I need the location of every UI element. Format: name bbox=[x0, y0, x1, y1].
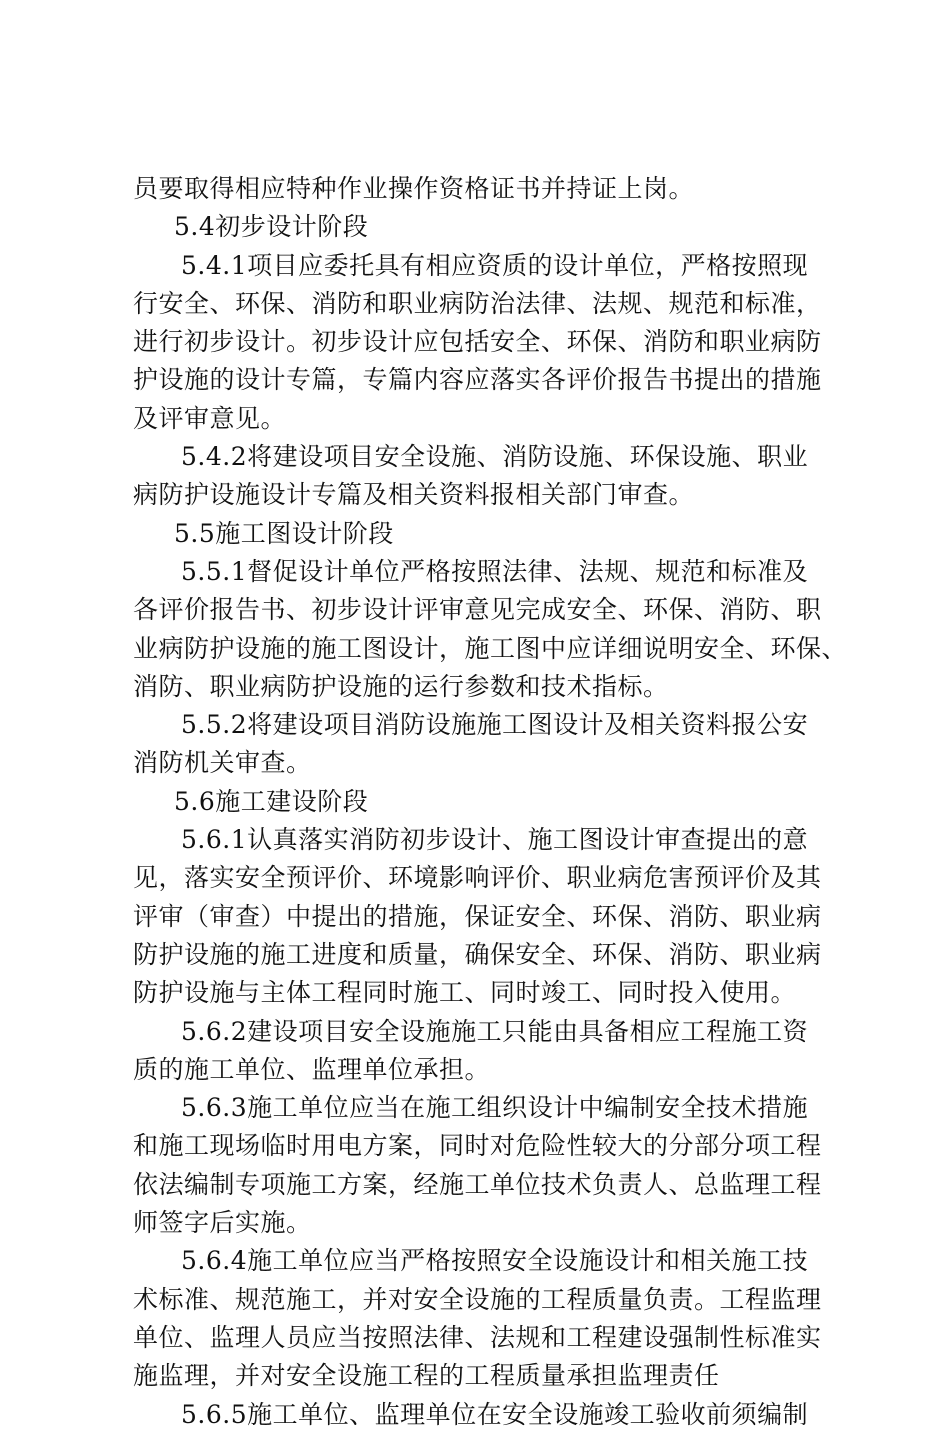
text-line: 消防、职业病防护设施的运行参数和技术指标。 bbox=[133, 671, 669, 701]
text-line: 和施工现场临时用电方案，同时对危险性较大的分部分项工程 bbox=[133, 1131, 822, 1161]
text-line: 员要取得相应特种作业操作资格证书并持证上岗。 bbox=[133, 174, 695, 203]
text-line: 进行初步设计。初步设计应包括安全、环保、消防和职业病防 bbox=[133, 327, 822, 357]
text-line: 5.5.1督促设计单位严格按照法律、法规、规范和标准及 bbox=[181, 556, 809, 586]
text-line: 病防护设施设计专篇及相关资料报相关部门审查。 bbox=[133, 480, 695, 510]
text-line: 各评价报告书、初步设计评审意见完成安全、环保、消防、职 bbox=[133, 595, 822, 625]
text-line: 行安全、环保、消防和职业病防治法律、法规、规范和标准， bbox=[133, 288, 822, 318]
text-line: 5.6.1认真落实消防初步设计、施工图设计审查提出的意 bbox=[181, 825, 809, 855]
text-line: 护设施的设计专篇，专篇内容应落实各评价报告书提出的措施 bbox=[133, 365, 822, 395]
text-line: 依法编制专项施工方案，经施工单位技术负责人、总监理工程 bbox=[133, 1169, 822, 1199]
text-line: 业病防护设施的施工图设计，施工图中应详细说明安全、环保、 bbox=[133, 633, 848, 663]
text-line: 单位、监理人员应当按照法律、法规和工程建设强制性标准实 bbox=[133, 1322, 822, 1352]
text-line: 消防机关审查。 bbox=[133, 748, 312, 778]
section-heading: 5.5施工图设计阶段 bbox=[174, 518, 394, 548]
text-line: 及评审意见。 bbox=[133, 403, 287, 433]
text-line: 见，落实安全预评价、环境影响评价、职业病危害预评价及其 bbox=[133, 863, 822, 893]
text-line: 质的施工单位、监理单位承担。 bbox=[133, 1054, 491, 1084]
section-heading: 5.4初步设计阶段 bbox=[174, 212, 369, 242]
text-line: 5.6.3施工单位应当在施工组织设计中编制安全技术措施 bbox=[181, 1093, 809, 1123]
text-line: 术标准、规范施工，并对安全设施的工程质量负责。工程监理 bbox=[133, 1284, 822, 1314]
text-line: 防护设施与主体工程同时施工、同时竣工、同时投入使用。 bbox=[133, 978, 797, 1008]
text-line: 师签字后实施。 bbox=[133, 1208, 312, 1238]
text-line: 5.4.2将建设项目安全设施、消防设施、环保设施、职业 bbox=[181, 442, 809, 472]
text-line: 5.5.2将建设项目消防设施施工图设计及相关资料报公安 bbox=[181, 710, 809, 740]
text-line: 防护设施的施工进度和质量，确保安全、环保、消防、职业病 bbox=[133, 939, 822, 969]
document-body bbox=[133, 170, 848, 1434]
text-line: 施监理，并对安全设施工程的工程质量承担监理责任 bbox=[133, 1361, 720, 1391]
text-line: 5.6.2建设项目安全设施施工只能由具备相应工程施工资 bbox=[181, 1016, 809, 1046]
text-line: 5.4.1项目应委托具有相应资质的设计单位，严格按照现 bbox=[181, 250, 809, 280]
text-line: 5.6.5施工单位、监理单位在安全设施竣工验收前须编制 bbox=[181, 1399, 809, 1429]
text-line: 5.6.4施工单位应当严格按照安全设施设计和相关施工技 bbox=[181, 1246, 809, 1276]
text-line: 评审（审查）中提出的措施，保证安全、环保、消防、职业病 bbox=[133, 901, 822, 931]
section-heading: 5.6施工建设阶段 bbox=[174, 786, 369, 816]
